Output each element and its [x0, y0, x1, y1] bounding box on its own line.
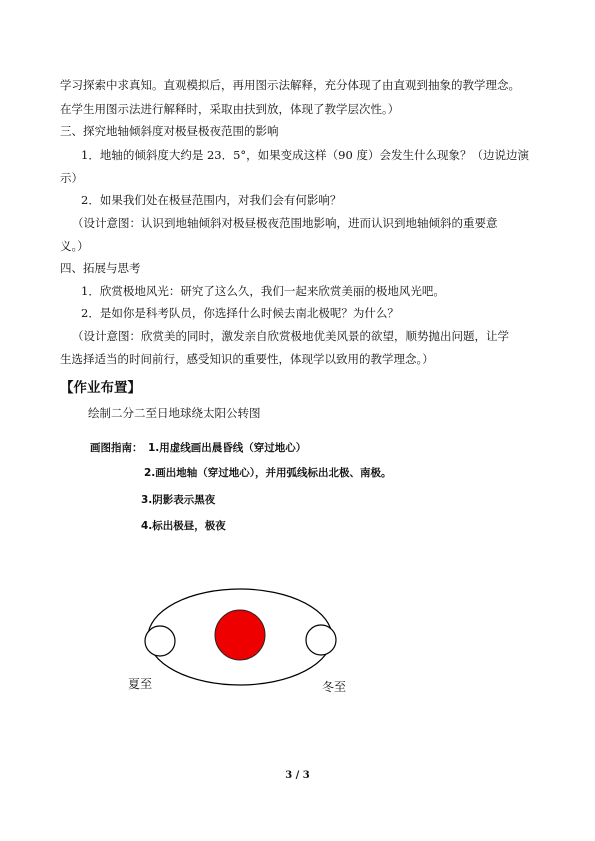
summer-solstice-label: 夏至 [128, 677, 153, 691]
paragraph-line: 1．欣赏极地风光：研究了这么久，我们一起来欣赏美丽的极地风光吧。 [81, 284, 445, 298]
paragraph-line: 在学生用图示法进行解释时，采取由扶到放，体现了教学层次性。） [60, 102, 400, 116]
paragraph-line: （设计意图：认识到地轴倾斜对极昼极夜范围地影响，进而认识到地轴倾斜的重要意 [72, 216, 498, 230]
sun-circle [215, 610, 265, 660]
homework-heading: 【作业布置】 [60, 380, 141, 396]
drawing-guide-step: 1.用虚线画出晨昏线（穿过地心） [148, 442, 307, 454]
earth-winter-circle [306, 625, 336, 655]
paragraph-line: 义。） [60, 239, 89, 253]
paragraph-line: 1．地轴的倾斜度大约是 23．5°，如果变成这样（90 度）会发生什么现象？（边说边演 [81, 148, 529, 162]
page-number: 3 / 3 [285, 770, 310, 781]
section-title: 四、拓展与思考 [60, 261, 141, 275]
section-title: 三、探究地轴倾斜度对极昼极夜范围的影响 [60, 124, 279, 138]
drawing-guide-step: 3.阴影表示黑夜 [141, 494, 216, 506]
drawing-guide-step: 4.标出极昼，极夜 [141, 520, 226, 532]
paragraph-line: 2．是如你是科考队员，你选择什么时候去南北极呢？为什么？ [81, 306, 399, 320]
homework-task: 绘制二分二至日地球绕太阳公转图 [88, 406, 261, 420]
paragraph-line: 示） [60, 171, 83, 185]
drawing-guide-step: 2.画出地轴（穿过地心），并用弧线标出北极、南极。 [144, 467, 392, 479]
paragraph-line: 2．如果我们处在极昼范围内，对我们会有何影响？ [81, 193, 342, 207]
paragraph-line: （设计意图：欣赏美的同时，激发亲自欣赏极地优美风景的欲望，顺势抛出问题，让学 [72, 329, 509, 343]
paragraph-line: 学习探索中求真知。直观模拟后，再用图示法解释，充分体现了由直观到抽象的教学理念。 [60, 78, 520, 92]
drawing-guide-title: 画图指南： [90, 442, 143, 454]
winter-solstice-label: 冬至 [322, 680, 347, 694]
paragraph-line: 生选择适当的时间前行，感受知识的重要性，体现学以致用的教学理念。） [60, 352, 434, 366]
earth-summer-circle [145, 626, 175, 656]
